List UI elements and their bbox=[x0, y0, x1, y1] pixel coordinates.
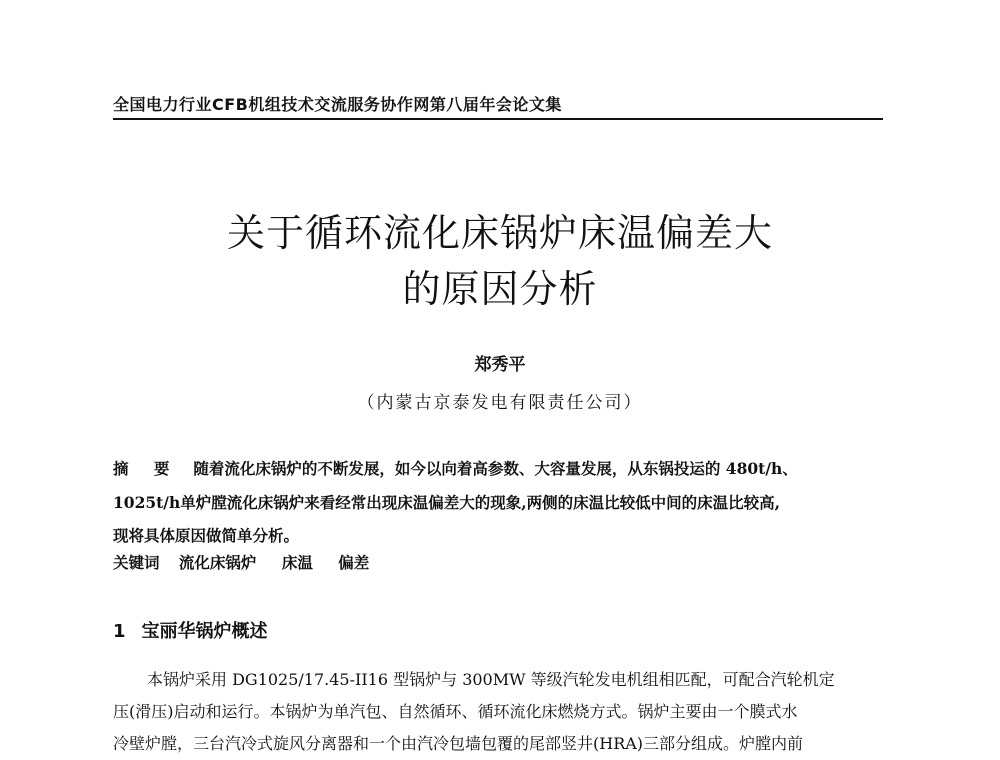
abstract bbox=[113, 452, 883, 552]
body-line-3: 冷壁炉膛，三台汽冷式旋风分离器和一个由汽冷包墙包覆的尾部竖井(HRA)三部分组成。炉膛内前 bbox=[113, 734, 804, 753]
abstract-line-3: 现将具体原因做简单分析。 bbox=[113, 526, 300, 545]
body-line-1: 本锅炉采用 DG1025/17.45-II16 型锅炉与 300MW 等级汽轮发电机组相匹配，可配合汽轮机定 bbox=[147, 670, 835, 689]
header-rule bbox=[113, 118, 883, 120]
section-title: 宝丽华锅炉概述 bbox=[141, 621, 268, 642]
body-paragraph bbox=[113, 664, 883, 760]
title-line-1: 关于循环流化床锅炉床温偏差大 bbox=[226, 211, 773, 255]
keywords-label: 关键词 bbox=[113, 554, 160, 572]
abstract-line-1 bbox=[113, 452, 883, 486]
abstract-label: 摘 要 bbox=[113, 460, 180, 478]
abstract-text-1: 随着流化床锅炉的不断发展，如今以向着高参数、大容量发展，从东锅投运的 480t/h、 bbox=[193, 459, 798, 478]
keyword-item: 流化床锅炉 bbox=[178, 553, 257, 572]
running-header: 全国电力行业CFB机组技术交流服务协作网第八届年会论文集 bbox=[113, 95, 562, 114]
title-line-2: 的原因分析 bbox=[402, 267, 598, 311]
paper-title bbox=[0, 205, 1000, 317]
keyword-item: 床温 bbox=[281, 553, 313, 572]
abstract-line-2: 1025t/h单炉膛流化床锅炉来看经常出现床温偏差大的现象,两侧的床温比较低中间的床温比较高, bbox=[113, 493, 781, 512]
section-number: 1 bbox=[113, 621, 126, 642]
author-name: 郑秀平 bbox=[474, 355, 526, 375]
author-affiliation: （内蒙古京泰发电有限责任公司） bbox=[357, 393, 643, 413]
keyword-item: 偏差 bbox=[338, 553, 370, 572]
body-line-2: 压(滑压)启动和运行。本锅炉为单汽包、自然循环、循环流化床燃烧方式。锅炉主要由一个膜式水 bbox=[113, 702, 798, 721]
keywords bbox=[113, 551, 883, 573]
section-heading bbox=[113, 617, 883, 643]
